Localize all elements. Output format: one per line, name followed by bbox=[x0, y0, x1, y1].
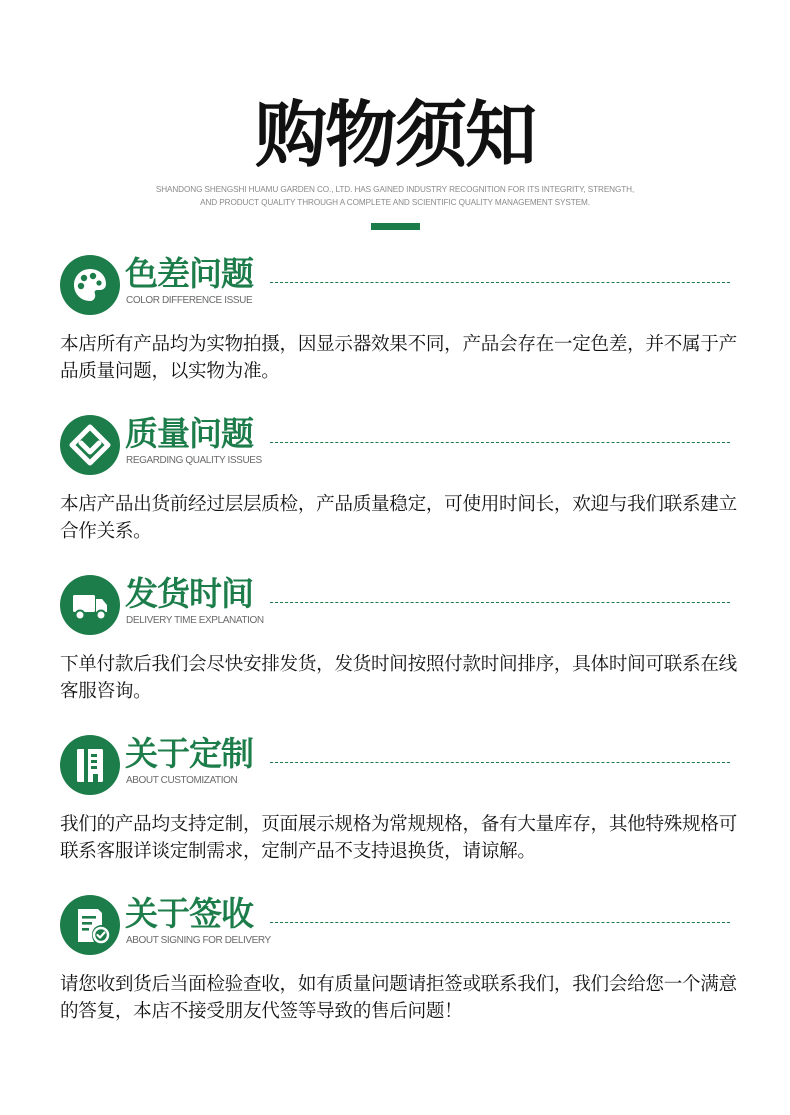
signed-document-icon bbox=[60, 895, 120, 955]
section-subtitle: ABOUT SIGNING FOR DELIVERY bbox=[126, 935, 271, 946]
dashed-divider bbox=[270, 282, 730, 283]
dashed-divider bbox=[270, 922, 730, 923]
section-delivery-time bbox=[0, 575, 790, 725]
section-subtitle: DELIVERY TIME EXPLANATION bbox=[126, 615, 264, 626]
section-title: 质量问题 bbox=[125, 414, 253, 453]
section-subtitle: COLOR DIFFERENCE ISSUE bbox=[126, 295, 253, 306]
section-title: 色差问题 bbox=[125, 254, 253, 293]
building-icon bbox=[60, 735, 120, 795]
page-subtitle bbox=[95, 183, 695, 209]
section-body: 请您收到货后当面检验查收，如有质量问题请拒签或联系我们，我们会给您一个满意的答复，本店不接受朋友代签等导致的售后问题！ bbox=[60, 974, 737, 1022]
page-title: 购物须知 bbox=[254, 93, 535, 177]
dashed-divider bbox=[270, 442, 730, 443]
section-body: 本店产品出货前经过层层质检，产品质量稳定，可使用时间长，欢迎与我们联系建立合作关系。 bbox=[60, 494, 737, 542]
section-title: 关于定制 bbox=[125, 734, 253, 773]
diamond-chevron-icon bbox=[60, 415, 120, 475]
dashed-divider bbox=[270, 762, 730, 763]
subtitle-line-2: AND PRODUCT QUALITY THROUGH A COMPLETE AND SCIENTIFIC QUALITY MANAGEMENT SYSTEM. bbox=[200, 198, 590, 207]
palette-icon bbox=[60, 255, 120, 315]
section-title: 发货时间 bbox=[125, 574, 253, 613]
section-body: 本店所有产品均为实物拍摄，因显示器效果不同，产品会存在一定色差，并不属于产品质量问题，以实物为准。 bbox=[60, 334, 737, 382]
section-body: 我们的产品均支持定制，页面展示规格为常规规格，备有大量库存，其他特殊规格可联系客服详谈定制需求，定制产品不支持退换货，请谅解。 bbox=[60, 814, 737, 862]
section-subtitle: REGARDING QUALITY ISSUES bbox=[126, 455, 262, 466]
section-quality bbox=[0, 415, 790, 565]
section-color-difference bbox=[0, 255, 790, 405]
section-body: 下单付款后我们会尽快安排发货，发货时间按照付款时间排序，具体时间可联系在线客服咨询。 bbox=[60, 654, 737, 702]
truck-icon bbox=[60, 575, 120, 635]
section-customization bbox=[0, 735, 790, 885]
title-accent-bar bbox=[371, 223, 420, 230]
section-signing bbox=[0, 895, 790, 1045]
section-subtitle: ABOUT CUSTOMIZATION bbox=[126, 775, 238, 786]
section-title: 关于签收 bbox=[125, 894, 253, 933]
dashed-divider bbox=[270, 602, 730, 603]
subtitle-line-1: SHANDONG SHENGSHI HUAMU GARDEN CO., LTD. HAS GAINED INDUSTRY RECOGNITION FOR ITS INTEGRITY, STRENGTH, bbox=[155, 185, 635, 194]
